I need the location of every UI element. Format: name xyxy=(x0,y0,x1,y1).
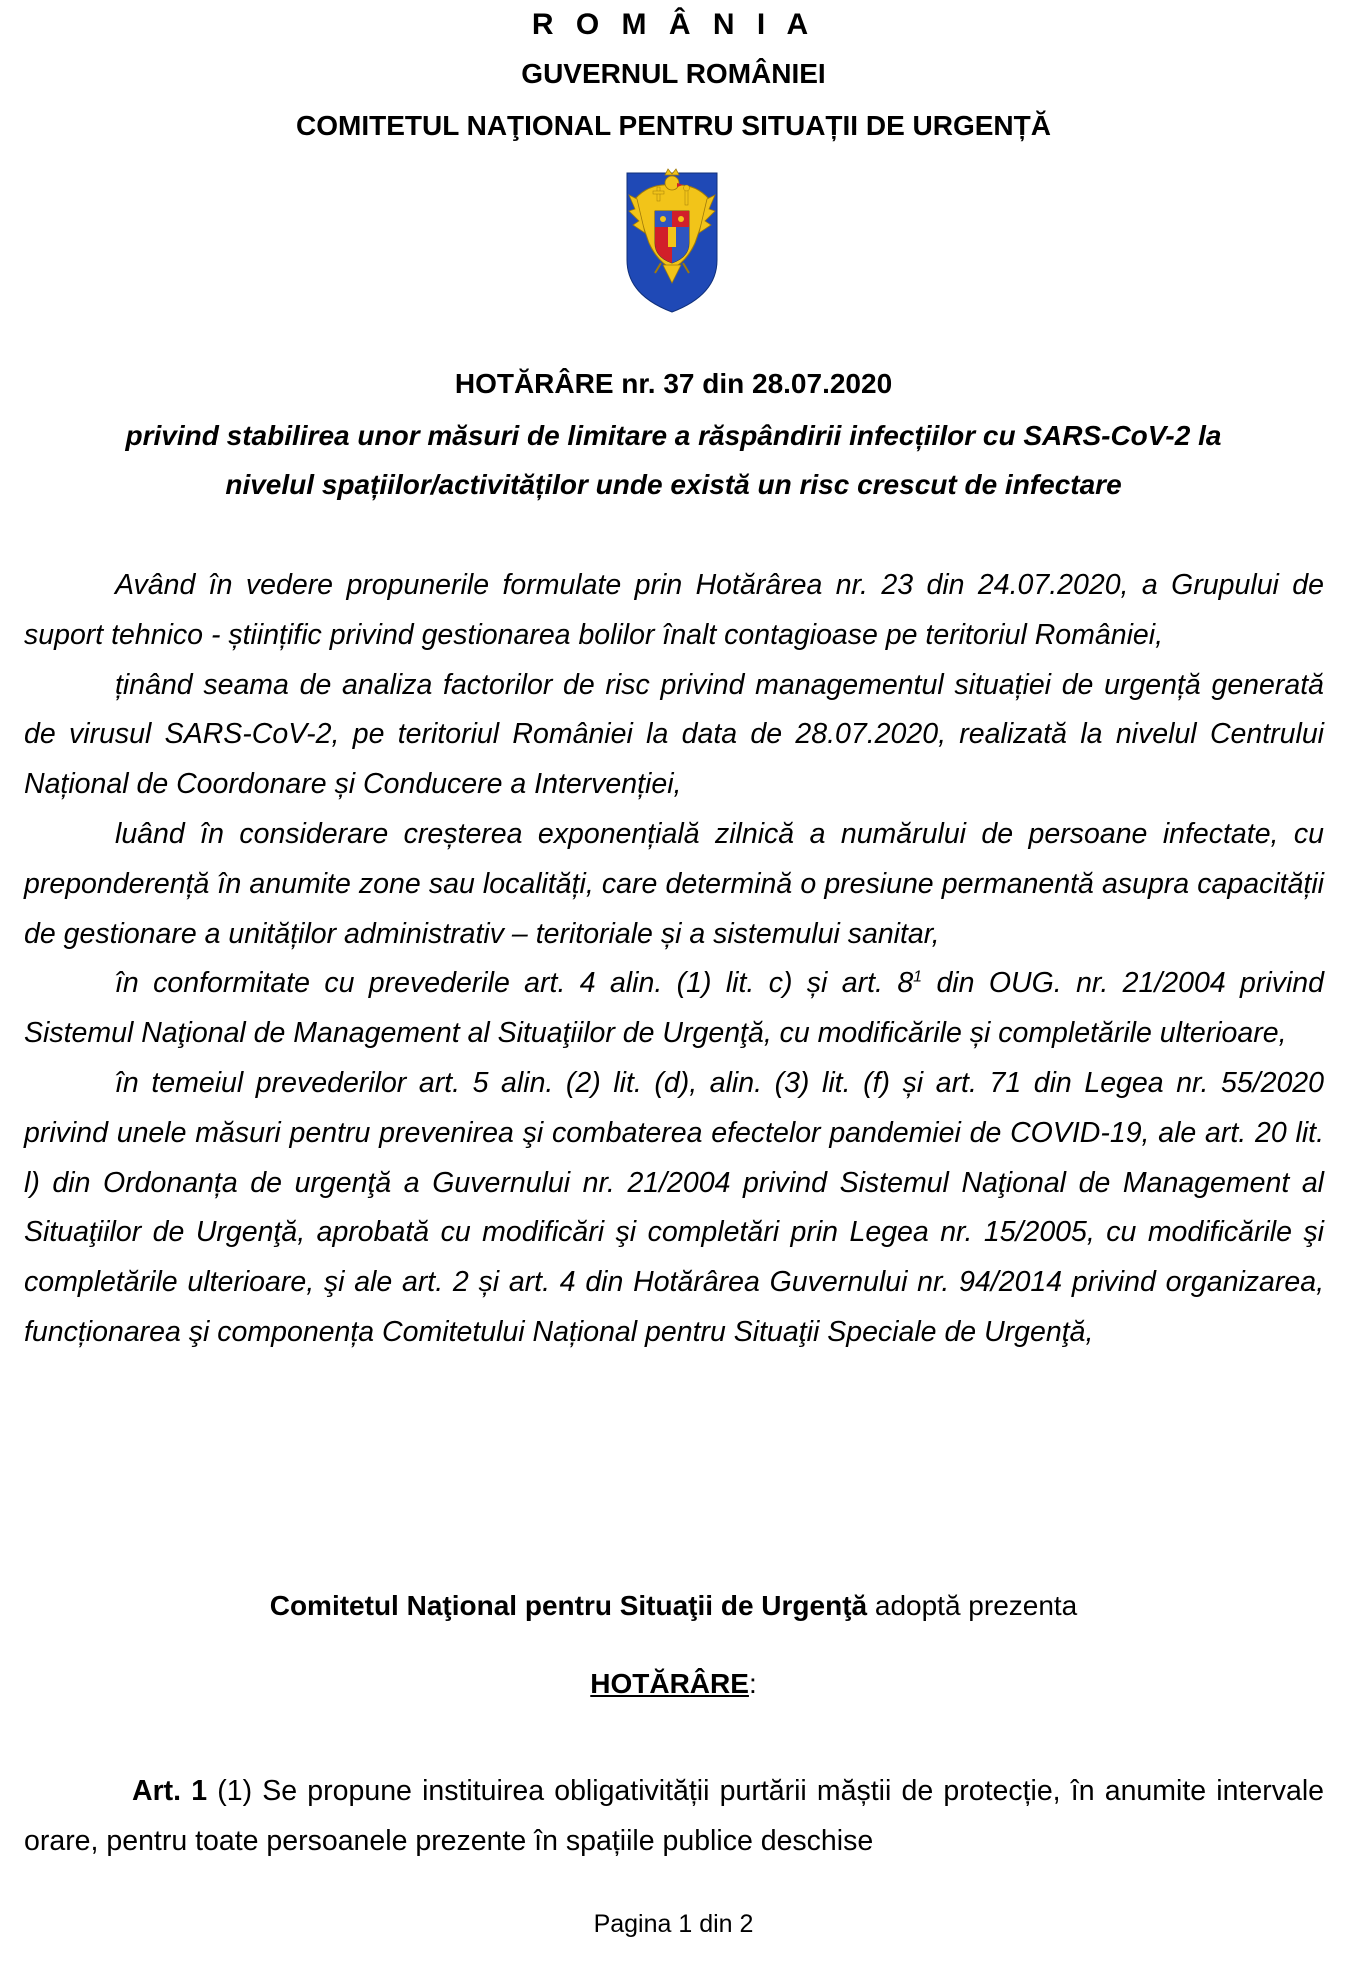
preamble xyxy=(24,561,1324,1358)
preamble-paragraph: Având în vedere propunerile formulate prin Hotărârea nr. 23 din 24.07.2020, a Grupului de suport tehnico - științific privind gestionarea bolilor înalt contagioase pe teritoriul României, xyxy=(24,569,1324,651)
decision-heading-label: HOTĂRÂRE xyxy=(590,1668,749,1699)
coat-of-arms-icon xyxy=(619,165,725,315)
article-1 xyxy=(24,1767,1324,1867)
country-heading: R O M Â N I A xyxy=(531,8,816,41)
article-1-text: (1) Se propune instituirea obligativității purtării măștii de protecție, în anumite intervale orare, pentru toate persoanele prezente în spațiile publice deschise xyxy=(24,1775,1324,1857)
oug-text-before: în conformitate cu prevederile art. 4 alin. (1) lit. c) și art. 8 xyxy=(115,967,914,1000)
government-heading: GUVERNUL ROMÂNIEI xyxy=(521,58,826,89)
subtitle-line-1: privind stabilirea unor măsuri de limitare a răspândirii infecțiilor cu SARS-CoV-2 la xyxy=(125,420,1222,451)
preamble-paragraph: luând în considerare creșterea exponențială zilnică a numărului de persoane infectate, cu preponderență în anumite zone sau localități, care determină o presiune permanentă asupra capacității de gestionare a unităților administrativ – teritoriale și a sistemului sanitar, xyxy=(24,817,1324,950)
preamble-paragraph: ținând seama de analiza factorilor de risc privind managementul situației de urgență generată de virusul SARS-CoV-2, pe teritoriul României la data de 28.07.2020, realizată la nivelul Centrului Național de Coordonare și Conducere a Intervenției, xyxy=(24,668,1324,801)
adoption-line xyxy=(0,1590,1347,1622)
article-1-paragraph xyxy=(24,1767,1324,1867)
decision-heading xyxy=(0,1668,1347,1700)
oug-text-after: din OUG. nr. 21/2004 privind Sistemul Naţional de Management al Situaţiilor de Urgenţă, cu modificările și completările ulterioare, xyxy=(24,967,1324,1050)
preamble-paragraph: în temeiul prevederilor art. 5 alin. (2) lit. (d), alin. (3) lit. (f) și art. 71 din Legea nr. 55/2020 privind unele măsuri pentru prevenirea şi combaterea efectelor pandemiei de COVID-19, ale art. 20 lit. l) din Ordonanța de urgenţă a Guvernului nr. 21/2004 privind Sistemul Naţional de Management al Situaţiilor de Urgenţă, aprobată cu modificări şi completări prin Legea nr. 15/2005, cu modificările şi completările ulterioare, şi ale art. 2 și art. 4 din Hotărârea Guvernului nr. 94/2014 privind organizarea, funcționarea şi componența Comitetului Național pentru Situaţii Speciale de Urgenţă, xyxy=(24,1066,1324,1348)
adoption-text: adoptă prezenta xyxy=(867,1590,1078,1621)
decision-subtitle xyxy=(40,411,1307,509)
oug-superscript: 1 xyxy=(913,968,923,986)
decision-heading-colon: : xyxy=(748,1668,757,1699)
page-number: Pagina 1 din 2 xyxy=(593,1910,754,1938)
adopting-committee: Comitetul Naţional pentru Situaţii de Urgenţă xyxy=(269,1590,868,1621)
committee-heading: COMITETUL NAŢIONAL PENTRU SITUAȚII DE URGENȚĂ xyxy=(296,110,1051,141)
decision-title: HOTĂRÂRE nr. 37 din 28.07.2020 xyxy=(454,368,893,399)
preamble-paragraph-oug xyxy=(24,959,1324,1059)
article-1-label: Art. 1 xyxy=(132,1775,208,1807)
subtitle-line-2: nivelul spațiilor/activităților unde există un risc crescut de infectare xyxy=(225,469,1122,500)
